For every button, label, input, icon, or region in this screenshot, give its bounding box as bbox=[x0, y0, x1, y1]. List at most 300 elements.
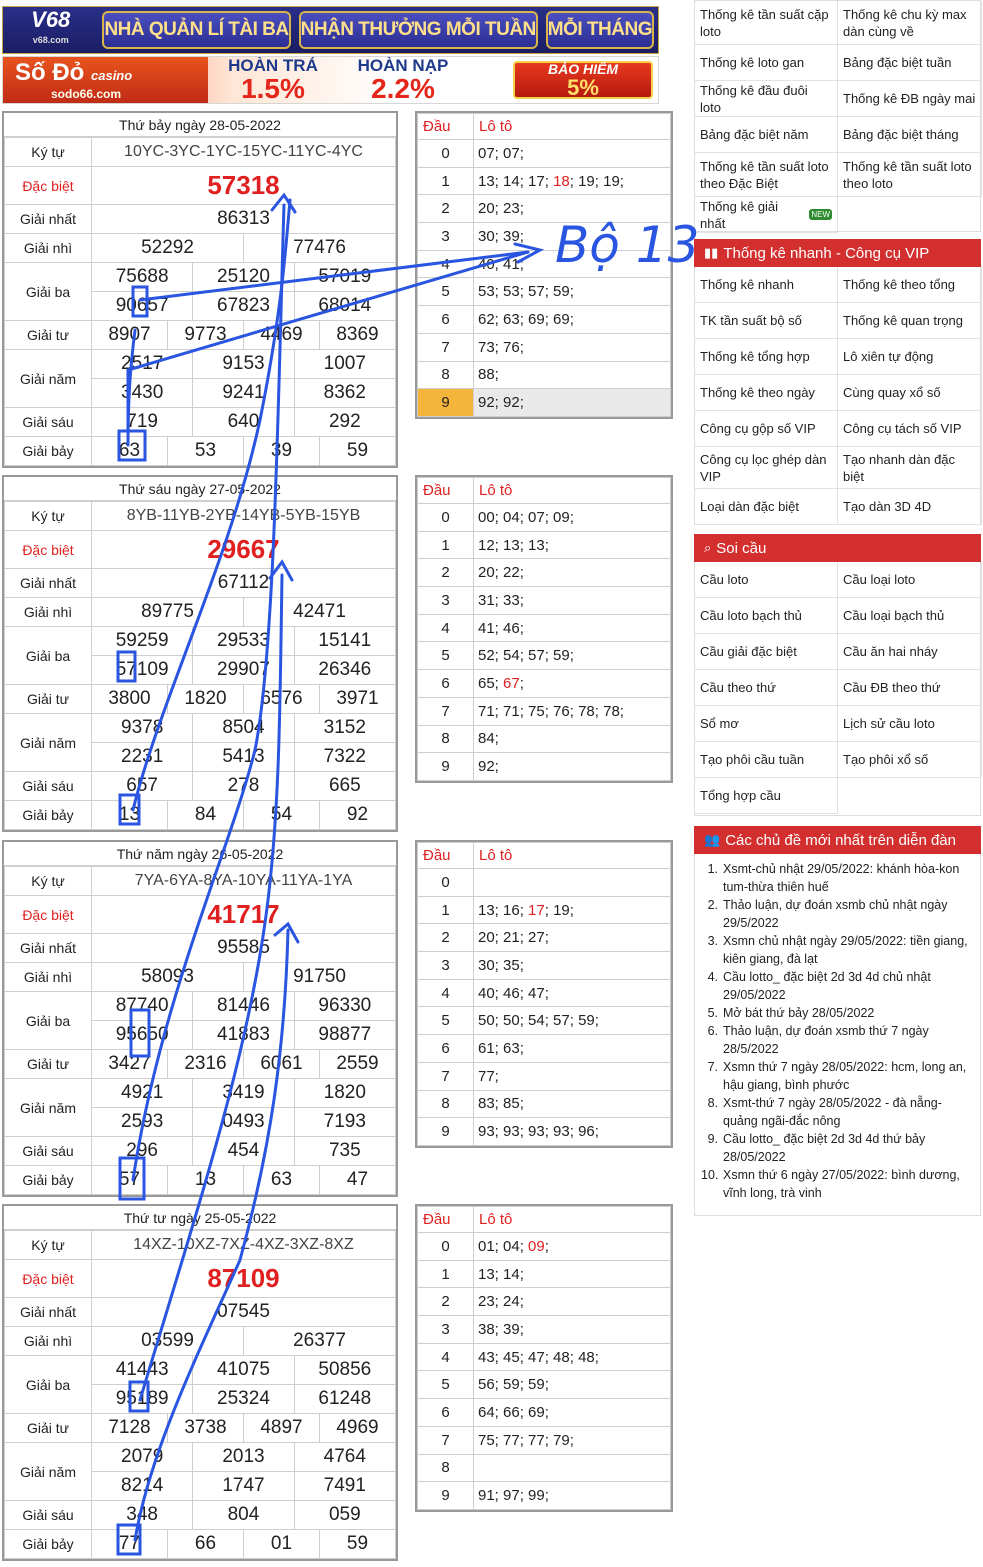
prize-number: 67823 bbox=[193, 292, 294, 321]
loto-values bbox=[474, 614, 671, 642]
loto-values bbox=[474, 306, 671, 334]
annotation-label: Bộ 13 bbox=[555, 216, 700, 274]
loto-table bbox=[415, 111, 673, 419]
prize-number: 3419 bbox=[193, 1079, 294, 1108]
loto-row bbox=[418, 614, 671, 642]
prize-number: 59259 bbox=[92, 627, 193, 656]
loto-values bbox=[474, 896, 671, 924]
loto-number: 13; 14; bbox=[478, 1265, 524, 1283]
sidebar-link[interactable] bbox=[838, 1, 982, 45]
prize-label: Giải tư bbox=[5, 321, 92, 350]
soi-cau-panel bbox=[694, 562, 981, 816]
stats-links-panel bbox=[694, 0, 981, 232]
prize-number: 03599 bbox=[92, 1327, 244, 1356]
forum-topic[interactable] bbox=[701, 896, 972, 932]
prize-number: 2593 bbox=[92, 1108, 193, 1137]
sidebar-link[interactable] bbox=[838, 411, 982, 447]
prize-label: Giải sáu bbox=[5, 1137, 92, 1166]
soi-cau-header: ⌕ Soi cầu bbox=[694, 534, 981, 562]
prize-number: 719 bbox=[92, 408, 193, 437]
quick-links-grid bbox=[695, 267, 980, 525]
prize-number: 59 bbox=[319, 437, 395, 466]
sidebar-link[interactable] bbox=[838, 489, 982, 525]
sidebar-link[interactable] bbox=[695, 634, 838, 670]
prize-label: Giải nhất bbox=[5, 569, 92, 598]
sidebar-link-label: Lịch sử cầu loto bbox=[843, 716, 935, 731]
loto-values bbox=[474, 753, 671, 781]
sidebar-link-label: Thống kê nhanh bbox=[700, 277, 794, 292]
code-row: 7YA-6YA-8YA-10YA-11YA-1YA bbox=[92, 867, 396, 896]
loto-number: 73; 76; bbox=[478, 338, 524, 356]
head-digit: 1 bbox=[418, 167, 474, 195]
sidebar-link[interactable] bbox=[838, 670, 982, 706]
loto-values bbox=[474, 1399, 671, 1427]
loto-values bbox=[474, 725, 671, 753]
head-digit: 3 bbox=[418, 1316, 474, 1344]
sidebar-link-label: Thống kê tần suất cặp loto bbox=[700, 6, 829, 39]
head-digit: 8 bbox=[418, 725, 474, 753]
prize-label: Giải bảy bbox=[5, 1166, 92, 1195]
head-digit: 5 bbox=[418, 1007, 474, 1035]
prize-number: 4969 bbox=[319, 1414, 395, 1443]
head-digit: 9 bbox=[418, 389, 474, 417]
prize-number: 3152 bbox=[294, 714, 395, 743]
loto-values bbox=[474, 167, 671, 195]
special-prize: 87109 bbox=[92, 1260, 396, 1298]
sidebar-link[interactable] bbox=[838, 303, 982, 339]
head-column-header: Đầu bbox=[418, 1207, 474, 1233]
sidebar-link[interactable] bbox=[838, 339, 982, 375]
sidebar-link-label: Tổng hợp cầu bbox=[700, 788, 781, 803]
sidebar-link-label: Công cụ gộp số VIP bbox=[700, 421, 816, 436]
banner-segment: MỖI THÁNG bbox=[546, 11, 654, 49]
forum-topic[interactable] bbox=[701, 1094, 972, 1130]
prize-number: 2231 bbox=[92, 743, 193, 772]
prize-label: Đặc biệt bbox=[5, 1260, 92, 1298]
head-digit: 5 bbox=[418, 1371, 474, 1399]
head-digit: 0 bbox=[418, 869, 474, 897]
prize-number: 7322 bbox=[294, 743, 395, 772]
loto-row bbox=[418, 1260, 671, 1288]
loto-number: 56; 59; 59; bbox=[478, 1376, 549, 1394]
loto-number: 64; 66; 69; bbox=[478, 1403, 549, 1421]
loto-number: 52; 54; 57; 59; bbox=[478, 647, 574, 665]
prize-number: 25324 bbox=[193, 1385, 294, 1414]
loto-number: ; 19; bbox=[544, 901, 574, 919]
sidebar-link[interactable] bbox=[838, 562, 982, 598]
prize-label: Giải nhì bbox=[5, 1327, 92, 1356]
prize-number: 57019 bbox=[294, 263, 395, 292]
loto-table bbox=[415, 840, 673, 1148]
prize-label: Ký tự bbox=[5, 867, 92, 896]
sidebar-link[interactable] bbox=[695, 197, 838, 233]
sidebar-link[interactable] bbox=[838, 634, 982, 670]
result-table bbox=[2, 111, 398, 468]
sidebar-link-label: Thống kê quan trọng bbox=[843, 313, 963, 328]
sidebar-link-label: Tạo phôi cầu tuần bbox=[700, 752, 805, 767]
prize-number: 804 bbox=[193, 1501, 294, 1530]
prize-number: 41883 bbox=[193, 1021, 294, 1050]
prize-number: 657 bbox=[92, 772, 193, 801]
prize-label: Giải bảy bbox=[5, 1530, 92, 1559]
head-digit: 2 bbox=[418, 195, 474, 223]
loto-values bbox=[474, 278, 671, 306]
prize-label: Giải tư bbox=[5, 1050, 92, 1079]
sidebar-link[interactable] bbox=[695, 778, 838, 814]
prize-label: Ký tự bbox=[5, 138, 92, 167]
forum-topic[interactable] bbox=[701, 1166, 972, 1202]
sidebar-link-label: Bảng đặc biệt tuần bbox=[843, 55, 952, 70]
head-digit: 6 bbox=[418, 670, 474, 698]
loto-values bbox=[474, 979, 671, 1007]
head-digit: 1 bbox=[418, 896, 474, 924]
sidebar-link[interactable] bbox=[695, 267, 838, 303]
sodo66-banner[interactable] bbox=[2, 56, 659, 104]
loto-row bbox=[418, 587, 671, 615]
loto-values bbox=[474, 531, 671, 559]
quick-stats-header: ▮▮ Thống kê nhanh - Công cụ VIP bbox=[694, 239, 981, 267]
prize-number: 665 bbox=[294, 772, 395, 801]
prize-label: Giải nhất bbox=[5, 1298, 92, 1327]
topic-number: 10. bbox=[701, 1168, 719, 1182]
loto-values bbox=[474, 587, 671, 615]
result-table bbox=[2, 1204, 398, 1561]
sidebar-link[interactable] bbox=[695, 489, 838, 525]
loto-number: 43; 45; 47; 48; 48; bbox=[478, 1348, 599, 1366]
loto-values bbox=[474, 1260, 671, 1288]
loto-number: 92; 92; bbox=[478, 394, 524, 412]
forum-topics bbox=[694, 854, 981, 1216]
prize-number: 735 bbox=[294, 1137, 395, 1166]
head-digit: 9 bbox=[418, 753, 474, 781]
head-column-header: Đầu bbox=[418, 843, 474, 869]
loto-row bbox=[418, 1118, 671, 1146]
sidebar-link-label: Cầu loại bạch thủ bbox=[843, 608, 945, 623]
sidebar-link-label: Cầu ăn hai nháy bbox=[843, 644, 938, 659]
head-digit: 2 bbox=[418, 924, 474, 952]
prize-number: 5413 bbox=[193, 743, 294, 772]
head-digit: 8 bbox=[418, 1090, 474, 1118]
prize-label: Giải sáu bbox=[5, 1501, 92, 1530]
loto-number: 67 bbox=[503, 674, 520, 692]
sidebar-link-label: Cầu theo thứ bbox=[700, 680, 776, 695]
insurance-badge: BẢO HIỂM 5% bbox=[513, 61, 653, 99]
head-digit: 2 bbox=[418, 559, 474, 587]
loto-number: 23; 24; bbox=[478, 1293, 524, 1311]
loto-row bbox=[418, 896, 671, 924]
loto-values bbox=[474, 1233, 671, 1261]
forum-header: 👥 Các chủ đề mới nhất trên diễn đàn bbox=[694, 826, 981, 854]
forum-topic[interactable] bbox=[701, 1004, 972, 1022]
banner-segment: NHÀ QUẢN LÍ TÀI BA bbox=[102, 11, 290, 49]
head-digit: 3 bbox=[418, 587, 474, 615]
topic-title: Xsmn thứ 7 ngày 28/05/2022: hcm, long an, hậu giang, bình phước bbox=[723, 1060, 967, 1092]
prize-number: 81446 bbox=[193, 992, 294, 1021]
loto-row bbox=[418, 1035, 671, 1063]
loto-number: 88; bbox=[478, 366, 499, 384]
sidebar-link-label: Cùng quay xổ số bbox=[843, 385, 941, 400]
prize-number: 9153 bbox=[193, 350, 294, 379]
sidebar-link-label: Thống kê chu kỳ max dàn cùng về bbox=[843, 6, 967, 39]
loto-number: 40; 41; bbox=[478, 255, 524, 273]
prize-label: Giải nhì bbox=[5, 234, 92, 263]
prize-label: Ký tự bbox=[5, 502, 92, 531]
loto-row bbox=[418, 1371, 671, 1399]
loto-values bbox=[474, 1316, 671, 1344]
sidebar-link-label: Cầu loại loto bbox=[843, 572, 916, 587]
sidebar-link-label: Thống kê tần suất loto theo Đặc Biệt bbox=[700, 158, 829, 191]
loto-values bbox=[474, 1343, 671, 1371]
head-digit: 3 bbox=[418, 952, 474, 980]
sidebar-link[interactable] bbox=[695, 117, 838, 153]
sidebar-link[interactable] bbox=[838, 447, 982, 489]
prize-number: 2013 bbox=[193, 1443, 294, 1472]
prize-label: Giải ba bbox=[5, 627, 92, 685]
loto-number: 41; 46; bbox=[478, 619, 524, 637]
v68-banner[interactable] bbox=[2, 6, 659, 54]
loto-row bbox=[418, 725, 671, 753]
sidebar-link[interactable] bbox=[838, 706, 982, 742]
bar-chart-icon: ▮▮ bbox=[704, 245, 719, 260]
head-digit: 4 bbox=[418, 614, 474, 642]
forum-topic[interactable] bbox=[701, 1022, 972, 1058]
prize-number: 96330 bbox=[294, 992, 395, 1021]
loto-row bbox=[418, 1007, 671, 1035]
loto-number: 30; 35; bbox=[478, 956, 524, 974]
sidebar-link[interactable] bbox=[838, 598, 982, 634]
forum-topic[interactable] bbox=[701, 968, 972, 1004]
loto-column-header: Lô tô bbox=[474, 843, 671, 869]
loto-number: 75; 77; 77; 79; bbox=[478, 1431, 574, 1449]
sidebar-link[interactable] bbox=[695, 447, 838, 489]
head-digit: 4 bbox=[418, 979, 474, 1007]
loto-values bbox=[474, 1118, 671, 1146]
loto-number: 84; bbox=[478, 730, 499, 748]
head-digit: 7 bbox=[418, 697, 474, 725]
prize-number: 4897 bbox=[243, 1414, 319, 1443]
prize-number: 15141 bbox=[294, 627, 395, 656]
sidebar-link[interactable] bbox=[695, 598, 838, 634]
draw-date: Thứ tư ngày 25-05-2022 bbox=[4, 1206, 396, 1230]
sidebar-link-label: Cầu loto bbox=[700, 572, 749, 587]
loto-values bbox=[474, 670, 671, 698]
head-column-header: Đầu bbox=[418, 114, 474, 140]
offer-deposit: HOÀN NẠP 2.2% bbox=[357, 56, 449, 104]
prize-number: 84 bbox=[167, 801, 243, 830]
prize-number: 54 bbox=[243, 801, 319, 830]
forum-topic[interactable] bbox=[701, 932, 972, 968]
loto-values bbox=[474, 697, 671, 725]
prize-number: 95189 bbox=[92, 1385, 193, 1414]
head-digit: 0 bbox=[418, 140, 474, 168]
prize-label: Đặc biệt bbox=[5, 896, 92, 934]
head-digit: 8 bbox=[418, 361, 474, 389]
sidebar-link[interactable] bbox=[695, 670, 838, 706]
head-digit: 7 bbox=[418, 333, 474, 361]
loto-values bbox=[474, 924, 671, 952]
prize-number: 8362 bbox=[294, 379, 395, 408]
prize-label: Giải tư bbox=[5, 1414, 92, 1443]
loto-row bbox=[418, 306, 671, 334]
prize-number: 6576 bbox=[243, 685, 319, 714]
sidebar-link-label: Tạo phôi xổ số bbox=[843, 752, 929, 767]
sodo66-logo: Số Đỏ casino sodo66.com bbox=[3, 57, 208, 103]
sidebar-link[interactable] bbox=[695, 45, 838, 81]
prize-number: 7128 bbox=[92, 1414, 168, 1443]
topic-title: Thảo luận, dự đoán xsmb chủ nhật ngày 29/5/2022 bbox=[723, 898, 948, 930]
prize-number: 2316 bbox=[167, 1050, 243, 1079]
sidebar-link-label: Loại dàn đặc biệt bbox=[700, 499, 800, 514]
result-table bbox=[2, 475, 398, 832]
sidebar-link[interactable] bbox=[695, 562, 838, 598]
loto-row bbox=[418, 504, 671, 532]
prize-number: 57109 bbox=[92, 656, 193, 685]
sidebar-link[interactable] bbox=[695, 81, 838, 117]
prize-label: Giải bảy bbox=[5, 437, 92, 466]
topic-number: 5. bbox=[707, 1006, 718, 1020]
head-digit: 4 bbox=[418, 1343, 474, 1371]
loto-number: 71; 71; 75; 76; 78; 78; bbox=[478, 702, 624, 720]
code-row: 14XZ-10XZ-7XZ-4XZ-3XZ-8XZ bbox=[92, 1231, 396, 1260]
head-digit: 0 bbox=[418, 504, 474, 532]
loto-number: 20; 22; bbox=[478, 564, 524, 582]
sidebar-link-label: Lô xiên tự động bbox=[843, 349, 934, 364]
head-digit: 4 bbox=[418, 250, 474, 278]
v68-logo: V68 v68.com bbox=[31, 7, 71, 45]
prize-number: 26346 bbox=[294, 656, 395, 685]
sidebar-link[interactable] bbox=[838, 81, 982, 117]
topic-title: Xsmt-thứ 7 ngày 28/05/2022 - đà nẵng-quảng ngãi-đắc nông bbox=[723, 1096, 942, 1128]
prize-label: Đặc biệt bbox=[5, 167, 92, 205]
sidebar-link-label: Thống kê tổng hợp bbox=[700, 349, 810, 364]
draw-date: Thứ sáu ngày 27-05-2022 bbox=[4, 477, 396, 501]
prize-number: 1820 bbox=[167, 685, 243, 714]
loto-values bbox=[474, 952, 671, 980]
loto-number: 38; 39; bbox=[478, 1320, 524, 1338]
forum-topic[interactable] bbox=[701, 1058, 972, 1094]
prize-number: 8504 bbox=[193, 714, 294, 743]
loto-row bbox=[418, 1343, 671, 1371]
loto-values bbox=[474, 504, 671, 532]
loto-row bbox=[418, 389, 671, 417]
prize-number: 95585 bbox=[92, 934, 396, 963]
topic-number: 9. bbox=[707, 1132, 718, 1146]
sidebar-link[interactable] bbox=[695, 303, 838, 339]
sidebar-link-label: Công cụ tách số VIP bbox=[843, 421, 962, 436]
loto-row bbox=[418, 250, 671, 278]
sidebar-link-label: TK tần suất bộ số bbox=[700, 313, 802, 328]
head-column-header: Đầu bbox=[418, 478, 474, 504]
prize-number: 8214 bbox=[92, 1472, 193, 1501]
head-digit: 1 bbox=[418, 531, 474, 559]
sidebar-link[interactable] bbox=[695, 742, 838, 778]
loto-number: 83; 85; bbox=[478, 1095, 524, 1113]
loto-row bbox=[418, 642, 671, 670]
loto-table bbox=[415, 475, 673, 783]
prize-number: 9773 bbox=[167, 321, 243, 350]
sidebar-link[interactable] bbox=[695, 1, 838, 45]
head-digit: 6 bbox=[418, 1399, 474, 1427]
prize-number: 7491 bbox=[294, 1472, 395, 1501]
prize-number: 61248 bbox=[294, 1385, 395, 1414]
prize-number: 1820 bbox=[294, 1079, 395, 1108]
sidebar-link[interactable] bbox=[695, 153, 838, 197]
topic-number: 7. bbox=[707, 1060, 718, 1074]
sidebar-link-label: Sổ mơ bbox=[700, 716, 739, 731]
loto-row bbox=[418, 670, 671, 698]
sidebar-link-label: Thống kê đầu đuôi loto bbox=[700, 82, 808, 115]
prize-number: 47 bbox=[319, 1166, 395, 1195]
sidebar-link-label: Thống kê giải nhất bbox=[700, 198, 779, 231]
loto-column-header: Lô tô bbox=[474, 1207, 671, 1233]
topic-title: Mở bát thứ bảy 28/05/2022 bbox=[723, 1006, 875, 1020]
head-digit: 8 bbox=[418, 1454, 474, 1482]
loto-row bbox=[418, 559, 671, 587]
sidebar-link[interactable] bbox=[695, 411, 838, 447]
sidebar-link[interactable] bbox=[838, 267, 982, 303]
loto-values bbox=[474, 1482, 671, 1510]
loto-number: 91; 97; 99; bbox=[478, 1487, 549, 1505]
forum-topic[interactable] bbox=[701, 1130, 972, 1166]
prize-number: 63 bbox=[243, 1166, 319, 1195]
prize-number: 3427 bbox=[92, 1050, 168, 1079]
topic-title: Thảo luận, dự đoán xsmb thứ 7 ngày 28/5/2022 bbox=[723, 1024, 929, 1056]
loto-number: 00; 04; 07; 09; bbox=[478, 508, 574, 526]
prize-number: 66 bbox=[167, 1530, 243, 1559]
loto-number: 30; 39; bbox=[478, 227, 524, 245]
sidebar-link[interactable] bbox=[695, 339, 838, 375]
loto-number: ; 19; 19; bbox=[569, 172, 624, 190]
topic-title: Xsmn thứ 6 ngày 27/05/2022: bình dương, vĩnh long, trà vinh bbox=[723, 1168, 960, 1200]
loto-row bbox=[418, 1316, 671, 1344]
loto-number: 01; 04; bbox=[478, 1237, 529, 1255]
loto-values bbox=[474, 559, 671, 587]
prize-number: 454 bbox=[193, 1137, 294, 1166]
loto-number: 50; 50; 54; 57; 59; bbox=[478, 1012, 599, 1030]
forum-topic[interactable] bbox=[701, 860, 972, 896]
prize-number: 9378 bbox=[92, 714, 193, 743]
prize-label: Giải tư bbox=[5, 685, 92, 714]
loto-number: 53; 53; 57; 59; bbox=[478, 283, 574, 301]
sidebar-link[interactable] bbox=[838, 45, 982, 81]
loto-row bbox=[418, 531, 671, 559]
sidebar-link[interactable] bbox=[838, 153, 982, 197]
sidebar-link[interactable] bbox=[838, 375, 982, 411]
loto-row bbox=[418, 979, 671, 1007]
sidebar-link[interactable] bbox=[695, 375, 838, 411]
loto-number: ; bbox=[519, 674, 524, 692]
prize-number: 01 bbox=[243, 1530, 319, 1559]
sidebar-link[interactable] bbox=[695, 706, 838, 742]
loto-values bbox=[474, 1035, 671, 1063]
topic-number: 4. bbox=[707, 970, 718, 984]
loto-row bbox=[418, 952, 671, 980]
new-badge: NEW bbox=[811, 210, 830, 219]
sidebar-link[interactable] bbox=[838, 742, 982, 778]
prize-number: 3971 bbox=[319, 685, 395, 714]
prize-label: Giải ba bbox=[5, 992, 92, 1050]
sidebar-link-label: Thống kê theo tổng bbox=[843, 277, 956, 292]
prize-label: Giải nhì bbox=[5, 963, 92, 992]
topic-number: 3. bbox=[707, 934, 718, 948]
prize-number: 13 bbox=[167, 1166, 243, 1195]
stats-links-grid bbox=[695, 1, 980, 233]
prize-number: 6061 bbox=[243, 1050, 319, 1079]
sidebar-link[interactable] bbox=[838, 117, 982, 153]
loto-values bbox=[474, 642, 671, 670]
loto-number: 13; 16; bbox=[478, 901, 529, 919]
prize-number: 0493 bbox=[193, 1108, 294, 1137]
